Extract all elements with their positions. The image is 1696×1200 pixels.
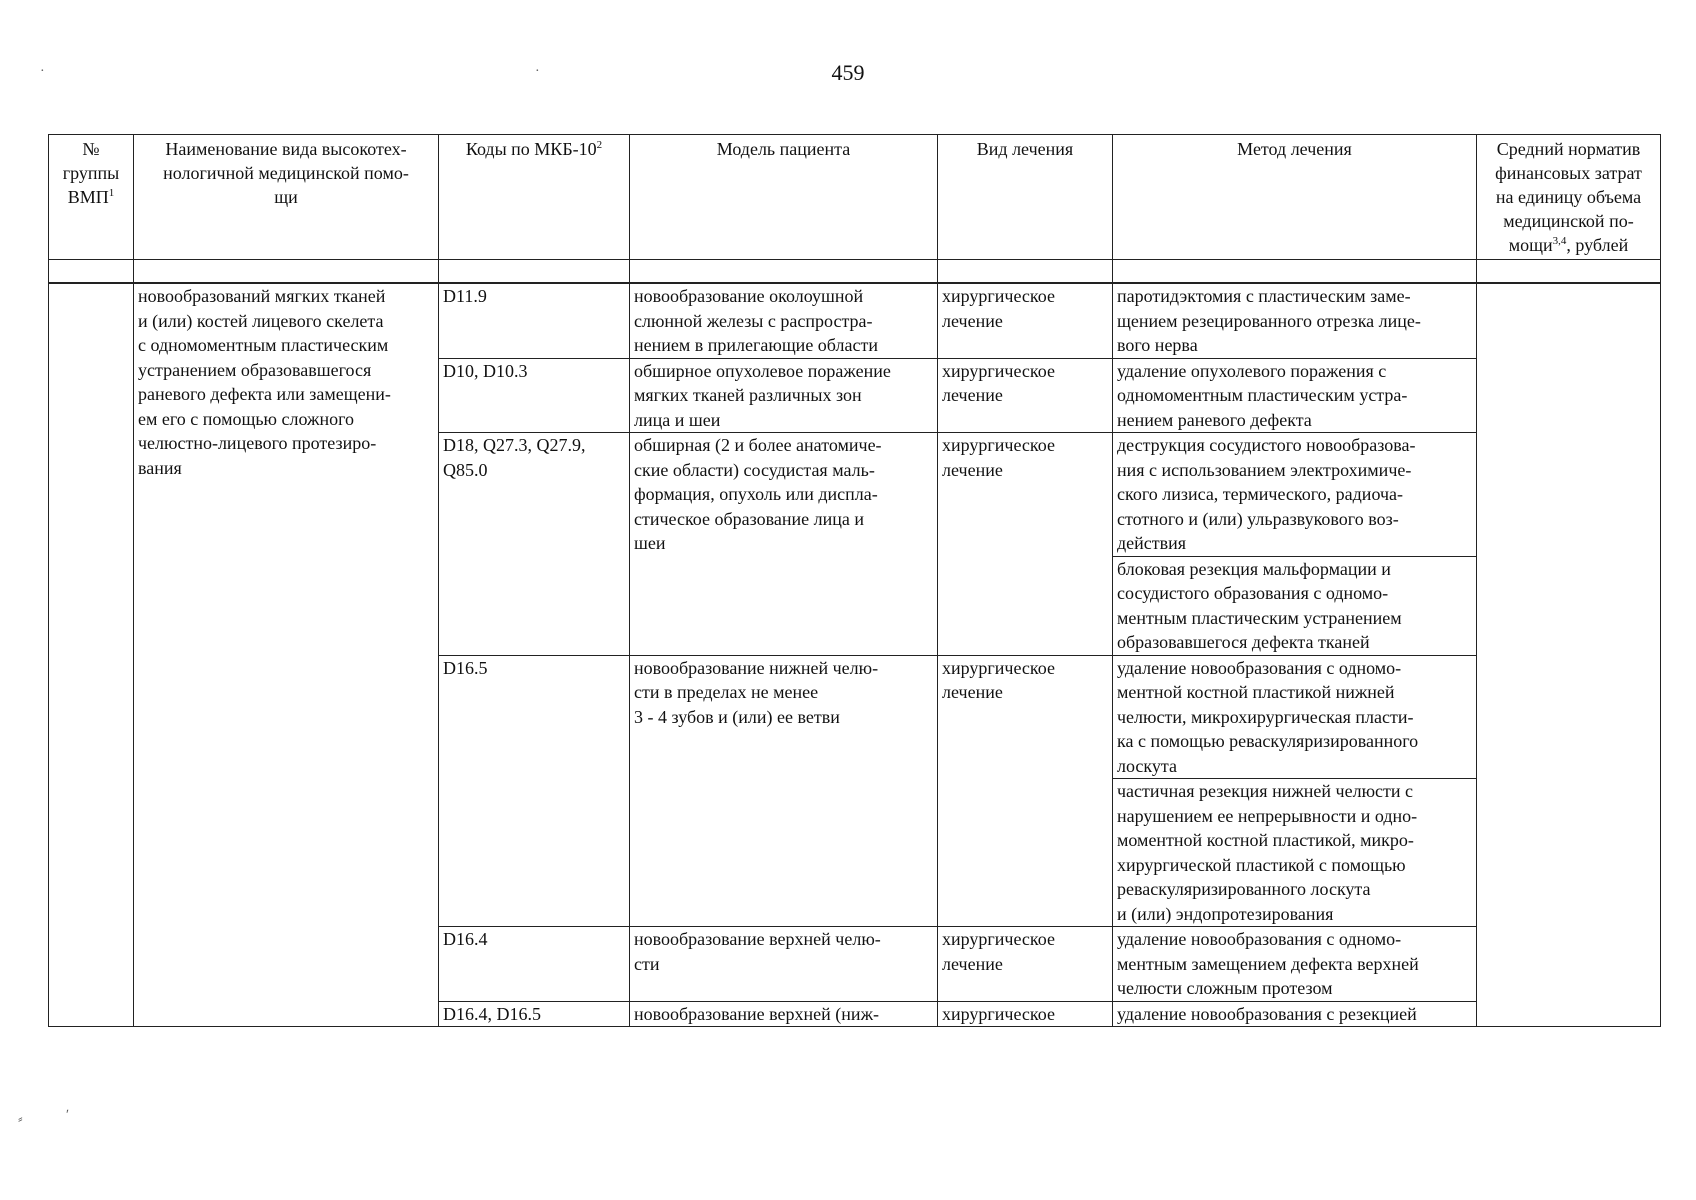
treatment-type-cell	[938, 283, 1113, 358]
spacer-cell	[439, 260, 630, 284]
header-line: нологичной медицинской помо-	[163, 163, 409, 183]
header-icd-codes	[439, 135, 630, 260]
icd-codes-cell	[439, 283, 630, 358]
cell-line: D18, Q27.3, Q27.9,	[443, 435, 586, 455]
header-text: , рублей	[1566, 235, 1629, 255]
cell-line: шеи	[634, 533, 666, 553]
icd-codes-cell	[439, 927, 630, 1002]
cell-line: новообразование верхней (ниж-	[634, 1003, 879, 1024]
treatment-type-cell	[938, 655, 1113, 927]
cell-line: моментной костной пластикой, микро-	[1117, 830, 1414, 850]
cell-line: хирургической пластикой с помощью	[1117, 854, 1406, 875]
cell-line: новообразований мягких тканей	[138, 286, 386, 306]
cell-line: и (или) эндопротезирования	[1117, 903, 1334, 924]
header-group-number	[49, 135, 134, 260]
header-text: Коды по МКБ-10	[465, 139, 597, 159]
patient-model-cell	[630, 1001, 938, 1027]
cell-line: удаление новообразования с резекцией	[1117, 1003, 1417, 1024]
header-patient-model	[630, 135, 938, 260]
cell-line: деструкция сосудистого новообразова-	[1117, 435, 1416, 455]
header-text: ВМП	[67, 187, 109, 207]
cell-line: челюстно-лицевого протезиро-	[138, 433, 377, 453]
cell-line: хирургическое	[942, 657, 1055, 678]
treatment-type-cell	[938, 1001, 1113, 1027]
cell-line: обширное опухолевое поражение	[634, 360, 891, 381]
cell-line: стическое образование лица и	[634, 508, 865, 529]
cell-line: челюсти сложным протезом	[1117, 978, 1333, 998]
header-treatment-type	[938, 135, 1113, 260]
cell-line: одномоментным пластическим устра-	[1117, 385, 1408, 405]
page-number: 459	[831, 60, 865, 85]
header-text: Метод лечения	[1237, 139, 1352, 159]
cell-line: ментным замещением дефекта верхней	[1117, 953, 1419, 974]
spacer-cell	[938, 260, 1113, 284]
icd-codes-cell	[439, 358, 630, 433]
cost-standard-cell	[1477, 283, 1661, 1027]
table-row	[49, 283, 1661, 358]
cell-line: лоскута	[1117, 755, 1177, 776]
cell-line: ментной костной пластикой нижней	[1117, 682, 1395, 702]
cell-line: щением резецированного отрезка лице-	[1117, 310, 1421, 331]
header-line: Средний норматив	[1496, 139, 1641, 159]
treatment-method-cell	[1113, 1001, 1477, 1027]
cell-line: частичная резекция нижней челюсти с	[1117, 781, 1413, 801]
header-line: на единицу объема	[1495, 187, 1642, 207]
cell-line: ем его с помощью сложного	[138, 408, 355, 429]
cell-line: D16.5	[443, 657, 488, 678]
header-line: №	[82, 139, 100, 159]
treatment-type-cell	[938, 358, 1113, 433]
cell-line: новообразование околоушной	[634, 286, 864, 306]
spacer-cell	[134, 260, 439, 284]
treatment-type-cell	[938, 927, 1113, 1002]
cell-line: и (или) костей лицевого скелета	[138, 310, 384, 331]
icd-codes-cell	[439, 433, 630, 656]
scan-speck: ⸗	[18, 1112, 23, 1127]
care-type-name-cell	[134, 283, 439, 1027]
patient-model-cell	[630, 927, 938, 1002]
cell-line: раневого дефекта или замещени-	[138, 384, 391, 404]
header-line	[1481, 233, 1656, 257]
header-cost-standard	[1477, 135, 1661, 260]
cell-line: D11.9	[443, 286, 487, 306]
cell-line: новообразование верхней челю-	[634, 929, 881, 949]
cell-line: удаление новообразования с одномо-	[1117, 657, 1402, 678]
cell-line: D10, D10.3	[443, 360, 528, 381]
cell-line: челюсти, микрохирургическая пласти-	[1117, 706, 1414, 727]
spacer-cell	[1113, 260, 1477, 284]
header-line: щи	[274, 187, 298, 207]
cell-line: хирургическое	[942, 435, 1055, 455]
treatment-method-cell	[1113, 779, 1477, 927]
cell-line: нарушением ее непрерывности и одно-	[1117, 805, 1418, 826]
table-header-row	[49, 135, 1661, 260]
cell-line: ка с помощью реваскуляризированного	[1117, 731, 1419, 751]
header-line: медицинской по-	[1503, 211, 1634, 231]
treatment-method-cell	[1113, 358, 1477, 433]
header-treatment-method	[1113, 135, 1477, 260]
header-line: группы	[62, 163, 120, 183]
footnote-mark: 2	[596, 139, 603, 151]
cell-line: хирургическое	[942, 360, 1055, 381]
table-spacer-row	[49, 260, 1661, 284]
footnote-mark: 3,4	[1552, 235, 1567, 247]
treatment-method-cell	[1113, 655, 1477, 779]
footnote-mark: 1	[108, 187, 115, 199]
header-text: Вид лечения	[976, 139, 1074, 159]
cell-line: ментным пластическим устранением	[1117, 607, 1402, 628]
cell-line: лечение	[942, 459, 1003, 480]
patient-model-cell	[630, 655, 938, 927]
cell-line: хирургическое	[942, 929, 1055, 949]
patient-model-cell	[630, 358, 938, 433]
cell-line: устранением образовавшегося	[138, 359, 372, 380]
patient-model-cell	[630, 283, 938, 358]
cell-line: ского лизиса, термического, радиоча-	[1117, 484, 1404, 504]
cell-line: с одномоментным пластическим	[138, 335, 389, 355]
cell-line: реваскуляризированного лоскута	[1117, 879, 1371, 899]
cell-line: лечение	[942, 310, 1003, 331]
cell-line: лечение	[942, 953, 1003, 974]
cell-line: лечение	[942, 385, 1003, 405]
cell-line: вания	[138, 457, 182, 478]
cell-line: лица и шеи	[634, 409, 721, 430]
scan-speck: ·	[535, 64, 540, 79]
cell-line: D16.4	[443, 929, 488, 949]
cell-line: сти в пределах не менее	[634, 682, 819, 702]
cell-line: вого нерва	[1117, 335, 1198, 355]
group-number-cell	[49, 283, 134, 1027]
vmp-table	[48, 134, 1661, 1027]
spacer-cell	[1477, 260, 1661, 284]
treatment-method-cell	[1113, 927, 1477, 1002]
cell-line: мягких тканей различных зон	[634, 385, 862, 405]
cell-line: Q85.0	[443, 459, 488, 480]
cell-line: удаление новообразования с одномо-	[1117, 929, 1402, 949]
cell-line: новообразование нижней челю-	[634, 657, 879, 678]
cell-line: сосудистого образования с одномо-	[1117, 583, 1389, 603]
treatment-method-cell	[1113, 283, 1477, 358]
treatment-type-cell	[938, 433, 1113, 656]
cell-line: сти	[634, 953, 660, 974]
spacer-cell	[630, 260, 938, 284]
header-line: финансовых затрат	[1495, 163, 1642, 183]
cell-line: лечение	[942, 682, 1003, 702]
header-text: Модель пациента	[716, 139, 851, 159]
cell-line: действия	[1117, 533, 1187, 553]
header-line: Наименование вида высокотех-	[165, 139, 407, 159]
cell-line: ские области) сосудистая маль-	[634, 459, 875, 480]
spacer-cell	[49, 260, 134, 284]
cell-line: формация, опухоль или диспла-	[634, 484, 878, 504]
treatment-method-cell	[1113, 433, 1477, 557]
scan-speck: ʹ	[66, 1108, 70, 1123]
treatment-method-cell	[1113, 556, 1477, 655]
patient-model-cell	[630, 433, 938, 656]
cell-line: слюнной железы с распростра-	[634, 310, 873, 331]
cell-line: обширная (2 и более анатомиче-	[634, 435, 882, 455]
cell-line: удаление опухолевого поражения с	[1117, 360, 1387, 381]
header-care-type-name	[134, 135, 439, 260]
cell-line: хирургическое	[942, 286, 1055, 306]
cell-line: 3 - 4 зубов и (или) ее ветви	[634, 706, 840, 727]
cell-line: нением раневого дефекта	[1117, 409, 1312, 430]
cell-line: нением в прилегающие области	[634, 335, 878, 355]
header-text: мощи	[1508, 235, 1553, 255]
icd-codes-cell	[439, 1001, 630, 1027]
icd-codes-cell	[439, 655, 630, 927]
cell-line: образовавшегося дефекта тканей	[1117, 632, 1370, 652]
cell-line: стотного и (или) ульразвукового воз-	[1117, 508, 1399, 529]
cell-line: ния с использованием электрохимиче-	[1117, 459, 1412, 480]
cell-line: D16.4, D16.5	[443, 1003, 541, 1024]
cell-line: паротидэктомия с пластическим заме-	[1117, 286, 1411, 306]
scan-speck: ·	[40, 64, 45, 79]
cell-line: хирургическое	[942, 1003, 1055, 1024]
header-line	[53, 185, 129, 209]
cell-line: блоковая резекция мальформации и	[1117, 558, 1391, 579]
